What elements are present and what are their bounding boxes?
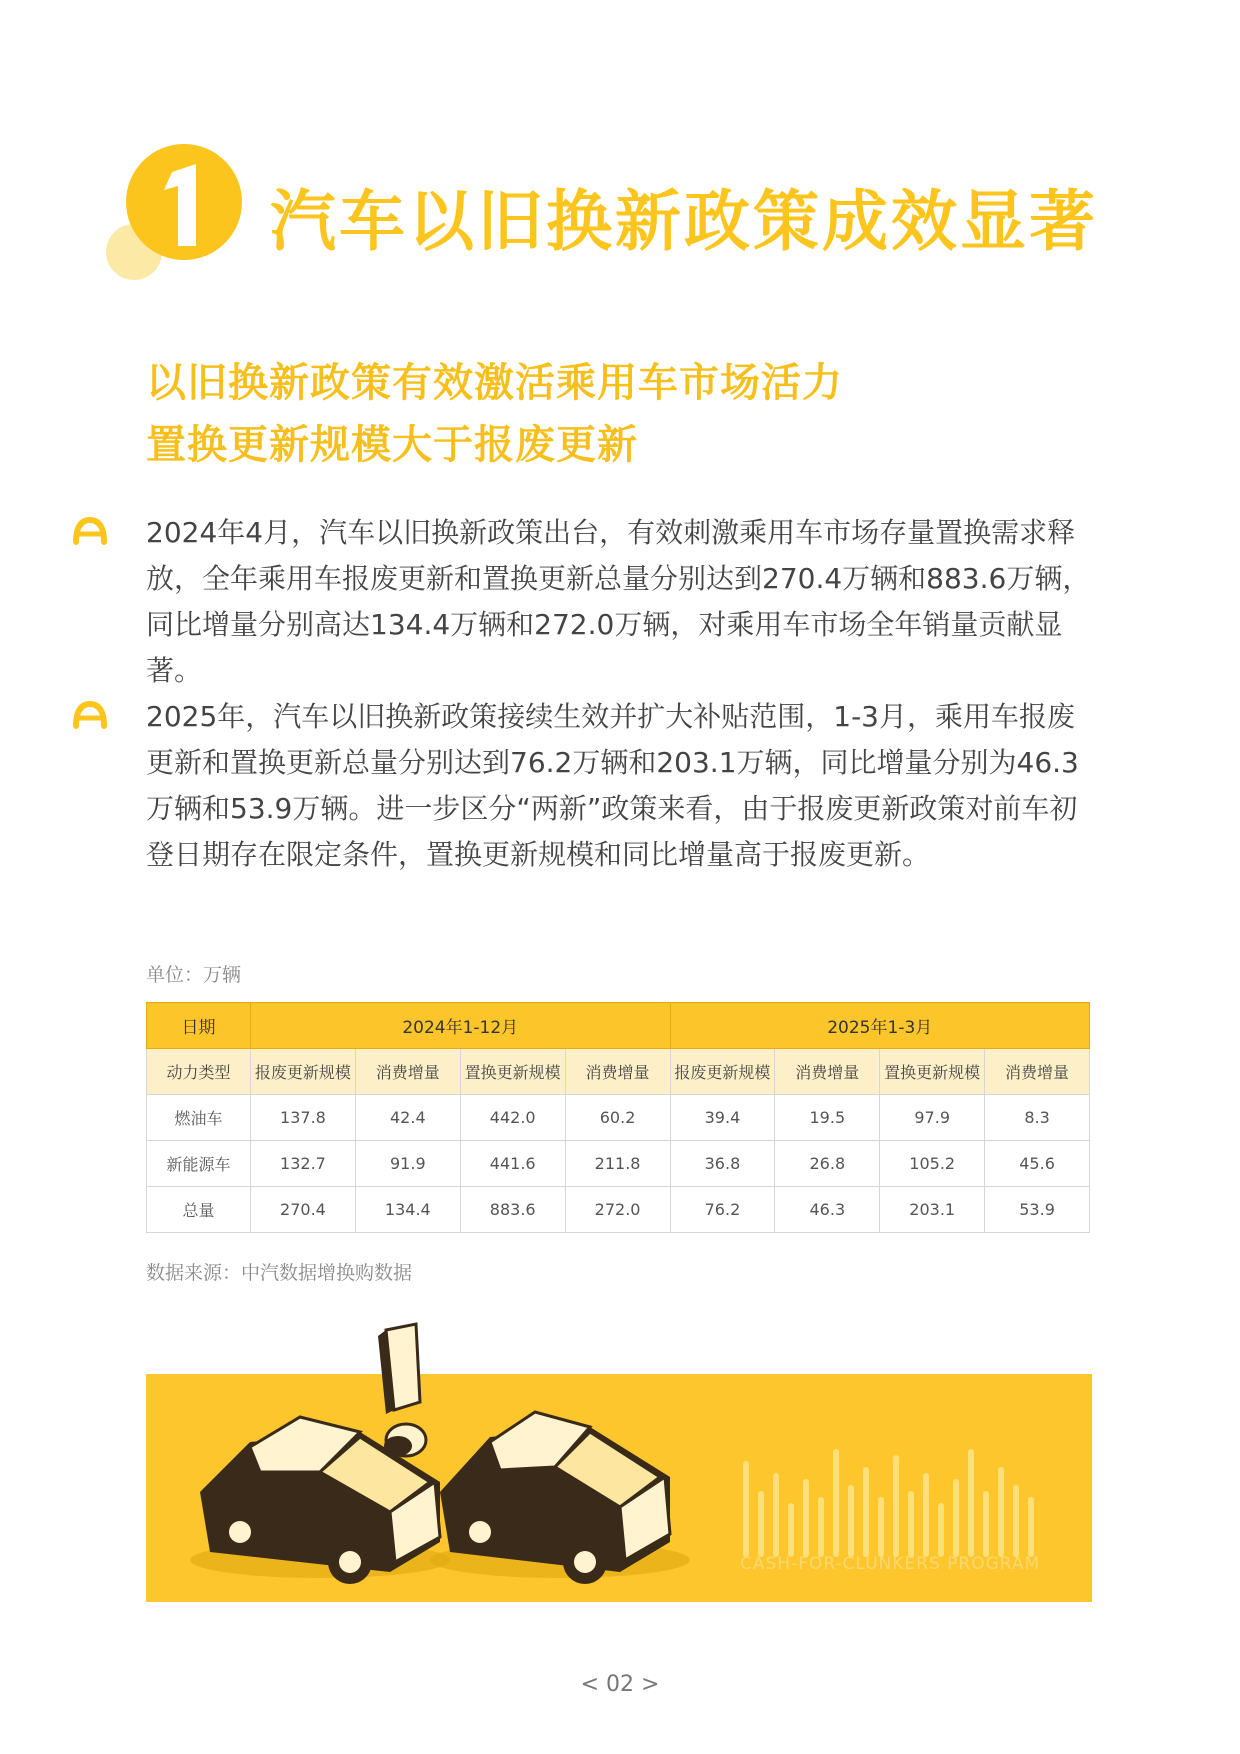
bullet-icon <box>72 516 108 546</box>
type-header: 动力类型 <box>147 1049 251 1095</box>
table-cell: 442.0 <box>460 1095 565 1141</box>
cars-illustration <box>190 1322 690 1602</box>
table-cell: 97.9 <box>880 1095 985 1141</box>
decorative-bar <box>803 1479 809 1557</box>
column-header: 报废更新规模 <box>670 1049 775 1095</box>
table-cell: 203.1 <box>880 1187 985 1233</box>
row-label: 新能源车 <box>147 1141 251 1187</box>
table-cell: 36.8 <box>670 1141 775 1187</box>
data-table-container <box>146 1002 1090 1233</box>
bullet-icon <box>72 700 108 730</box>
decorative-bar <box>878 1497 884 1557</box>
subtitle-line-1: 以旧换新政策有效激活乘用车市场活力 <box>146 360 843 406</box>
table-cell: 272.0 <box>565 1187 670 1233</box>
table-cell: 134.4 <box>355 1187 460 1233</box>
paragraph-2024: 2024年4月，汽车以旧换新政策出台，有效刺激乘用车市场存量置换需求释放，全年乘用车报废更新和置换更新总量分别达到270.4万辆和883.6万辆，同比增量分别高达134.4万辆和272.0万辆，对乘用车市场全年销量贡献显著。 <box>146 516 1091 687</box>
table-cell: 39.4 <box>670 1095 775 1141</box>
column-header: 报废更新规模 <box>251 1049 356 1095</box>
table-cell: 91.9 <box>355 1141 460 1187</box>
table-row <box>147 1095 1090 1141</box>
table-cell: 883.6 <box>460 1187 565 1233</box>
table-cell: 45.6 <box>985 1141 1090 1187</box>
table-cell: 53.9 <box>985 1187 1090 1233</box>
decorative-bar <box>833 1449 839 1557</box>
decorative-bar <box>983 1491 989 1557</box>
table-cell: 60.2 <box>565 1095 670 1141</box>
table-header-row <box>147 1003 1090 1049</box>
car-right-icon <box>430 1412 690 1584</box>
decorative-bar <box>1028 1497 1034 1557</box>
column-header: 置换更新规模 <box>460 1049 565 1095</box>
subtitle-line-2: 置换更新规模大于报废更新 <box>146 422 638 468</box>
decorative-bar <box>953 1479 959 1557</box>
exclamation-icon <box>378 1324 426 1456</box>
decorative-bars <box>740 1432 1040 1562</box>
row-label: 燃油车 <box>147 1095 251 1141</box>
table-cell: 105.2 <box>880 1141 985 1187</box>
section-title: 汽车以旧换新政策成效显著 <box>270 183 1098 260</box>
column-header: 消费增量 <box>565 1049 670 1095</box>
decorative-bar <box>773 1473 779 1557</box>
table-cell: 270.4 <box>251 1187 356 1233</box>
column-header: 消费增量 <box>985 1049 1090 1095</box>
column-header: 消费增量 <box>355 1049 460 1095</box>
decorative-bar <box>848 1485 854 1557</box>
row-label: 总量 <box>147 1187 251 1233</box>
table-cell: 76.2 <box>670 1187 775 1233</box>
paragraph-2025: 2025年，汽车以旧换新政策接续生效并扩大补贴范围，1-3月，乘用车报废更新和置换更新总量分别达到76.2万辆和203.1万辆，同比增量分别为46.3万辆和53.9万辆。进一步区分“两新”政策来看，由于报废更新政策对前车初登日期存在限定条件，置换更新规模和同比增量高于报废更新。 <box>146 700 1079 871</box>
section-number-badge <box>104 134 244 284</box>
banner-caption: CASH-FOR-CLUNKERS PROGRAM <box>740 1554 1041 1574</box>
data-table <box>146 1002 1090 1233</box>
decorative-bar <box>938 1503 944 1557</box>
table-cell: 211.8 <box>565 1141 670 1187</box>
decorative-bar <box>743 1461 749 1557</box>
data-source-note: 数据来源：中汽数据增换购数据 <box>146 1262 413 1284</box>
table-cell: 132.7 <box>251 1141 356 1187</box>
period-2024-header: 2024年1-12月 <box>251 1003 671 1049</box>
subtitle <box>146 352 1106 476</box>
table-cell: 26.8 <box>775 1141 880 1187</box>
table-row <box>147 1141 1090 1187</box>
table-subheader-row <box>147 1049 1090 1095</box>
column-header: 消费增量 <box>775 1049 880 1095</box>
table-cell: 42.4 <box>355 1095 460 1141</box>
table-row <box>147 1187 1090 1233</box>
decorative-bar <box>893 1455 899 1557</box>
decorative-bar <box>758 1491 764 1557</box>
date-header: 日期 <box>147 1003 251 1049</box>
decorative-bar <box>863 1467 869 1557</box>
table-cell: 46.3 <box>775 1187 880 1233</box>
table-unit-label: 单位：万辆 <box>146 964 242 986</box>
period-2025-header: 2025年1-3月 <box>670 1003 1090 1049</box>
decorative-bar <box>788 1503 794 1557</box>
column-header: 置换更新规模 <box>880 1049 985 1095</box>
table-cell: 19.5 <box>775 1095 880 1141</box>
decorative-bar <box>908 1491 914 1557</box>
table-cell: 137.8 <box>251 1095 356 1141</box>
decorative-bar <box>998 1467 1004 1557</box>
table-cell: 441.6 <box>460 1141 565 1187</box>
decorative-bar <box>968 1449 974 1557</box>
page-number: < 02 > <box>580 1672 660 1697</box>
decorative-bar <box>1013 1485 1019 1557</box>
decorative-bar <box>923 1473 929 1557</box>
table-cell: 8.3 <box>985 1095 1090 1141</box>
decorative-bar <box>818 1497 824 1557</box>
